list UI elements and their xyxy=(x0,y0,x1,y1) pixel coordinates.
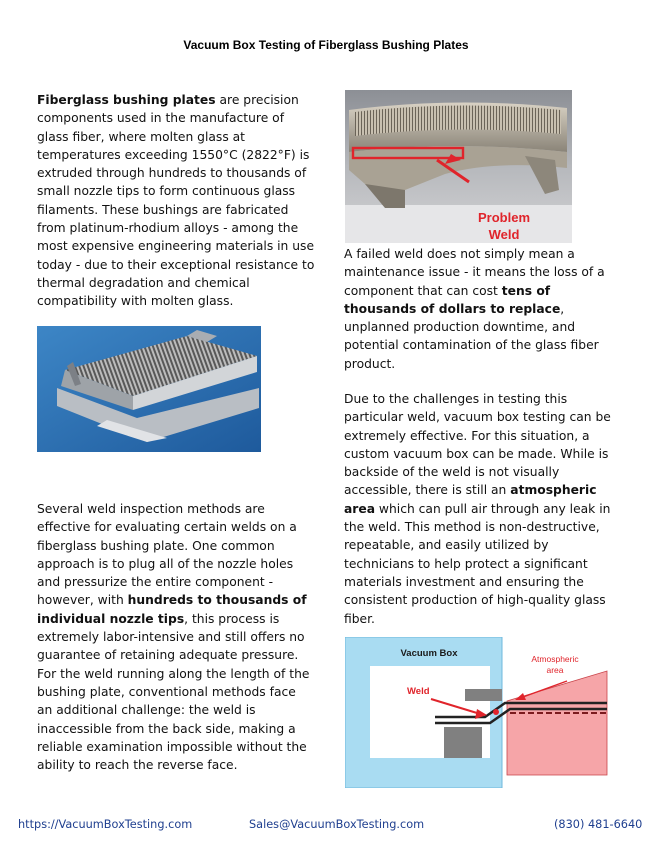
footer-email-link[interactable]: Sales@VacuumBoxTesting.com xyxy=(249,818,425,831)
vacuum-box-diagram xyxy=(345,637,615,788)
failure-bold: tens of thousands of dollars to replace xyxy=(344,283,561,316)
intro-bold: Fiberglass bushing plates xyxy=(37,93,216,107)
methods-pre: Several weld inspection methods are effective for evaluating certain welds on a fiberglass bushing plate. One common approach is to plug all of the nozzle holes and pressurize the entire component - however, with xyxy=(37,502,297,608)
vacuum-paragraph xyxy=(344,390,622,628)
vacuum-box-label: Vacuum Box xyxy=(400,648,458,659)
atmospheric-area-shape xyxy=(507,671,607,775)
methods-post: , this process is extremely labor-intensive and still offers no guarantee of retaining adequate pressure. For the weld running along the length of the bushing plate, conventional methods face an additional challenge: the weld is inaccessible from the back side, making a reliable examination impossible without the ability to reach the reverse face. xyxy=(37,611,310,773)
failure-post: , unplanned production downtime, and potential contamination of the glass fiber product. xyxy=(344,301,599,371)
weld-point xyxy=(493,709,499,715)
vacuum-pre: Due to the challenges in testing this particular weld, vacuum box testing can be extremely effective. For this situation, a custom vacuum box can be made. While is backside of the weld is not visually accessible, there is still an xyxy=(344,392,611,498)
vacuum-bold: atmospheric area xyxy=(344,483,597,516)
atmospheric-label-line1: Atmospheric xyxy=(531,654,579,664)
vacuum-post: which can pull air through any leak in the weld. This method is non-destructive, repeatable, and easily utilized by technicians to help protect a significant materials investment and ensuring the consistent production of high-quality glass fiber. xyxy=(344,501,611,626)
atmospheric-label-line2: area xyxy=(546,665,564,675)
problem-label-line2: Weld xyxy=(488,227,520,242)
intro-paragraph xyxy=(37,91,315,311)
failure-pre: A failed weld does not simply mean a maintenance issue - it means the loss of a component that can cost xyxy=(344,247,605,298)
problem-weld-photo xyxy=(345,90,572,243)
failure-paragraph xyxy=(344,245,624,373)
weld-label: Weld xyxy=(407,686,430,697)
bushing-plate-photo xyxy=(37,326,261,452)
intro-text: are precision components used in the manufacture of glass fiber, where molten glass at temperatures exceeding 1550°C (2822°F) is extruded through hundreds to thousands of small nozzle tips to form continuous glass filaments. These bushings are fabricated from platinum-rhodium alloys - among the most expensive engineering materials in use today - due to their exceptional resistance to thermal degradation and chemical compatibility with molten glass. xyxy=(37,93,315,309)
methods-bold: hundreds to thousands of individual nozzle tips xyxy=(37,593,307,626)
footer-website-link[interactable]: https://VacuumBoxTesting.com xyxy=(18,818,193,831)
problem-label-line1: Problem xyxy=(477,210,531,225)
footer-phone: (830) 481-6640 xyxy=(554,818,643,831)
page-title: Vacuum Box Testing of Fiberglass Bushing Plates xyxy=(183,38,469,52)
methods-paragraph xyxy=(37,500,313,774)
